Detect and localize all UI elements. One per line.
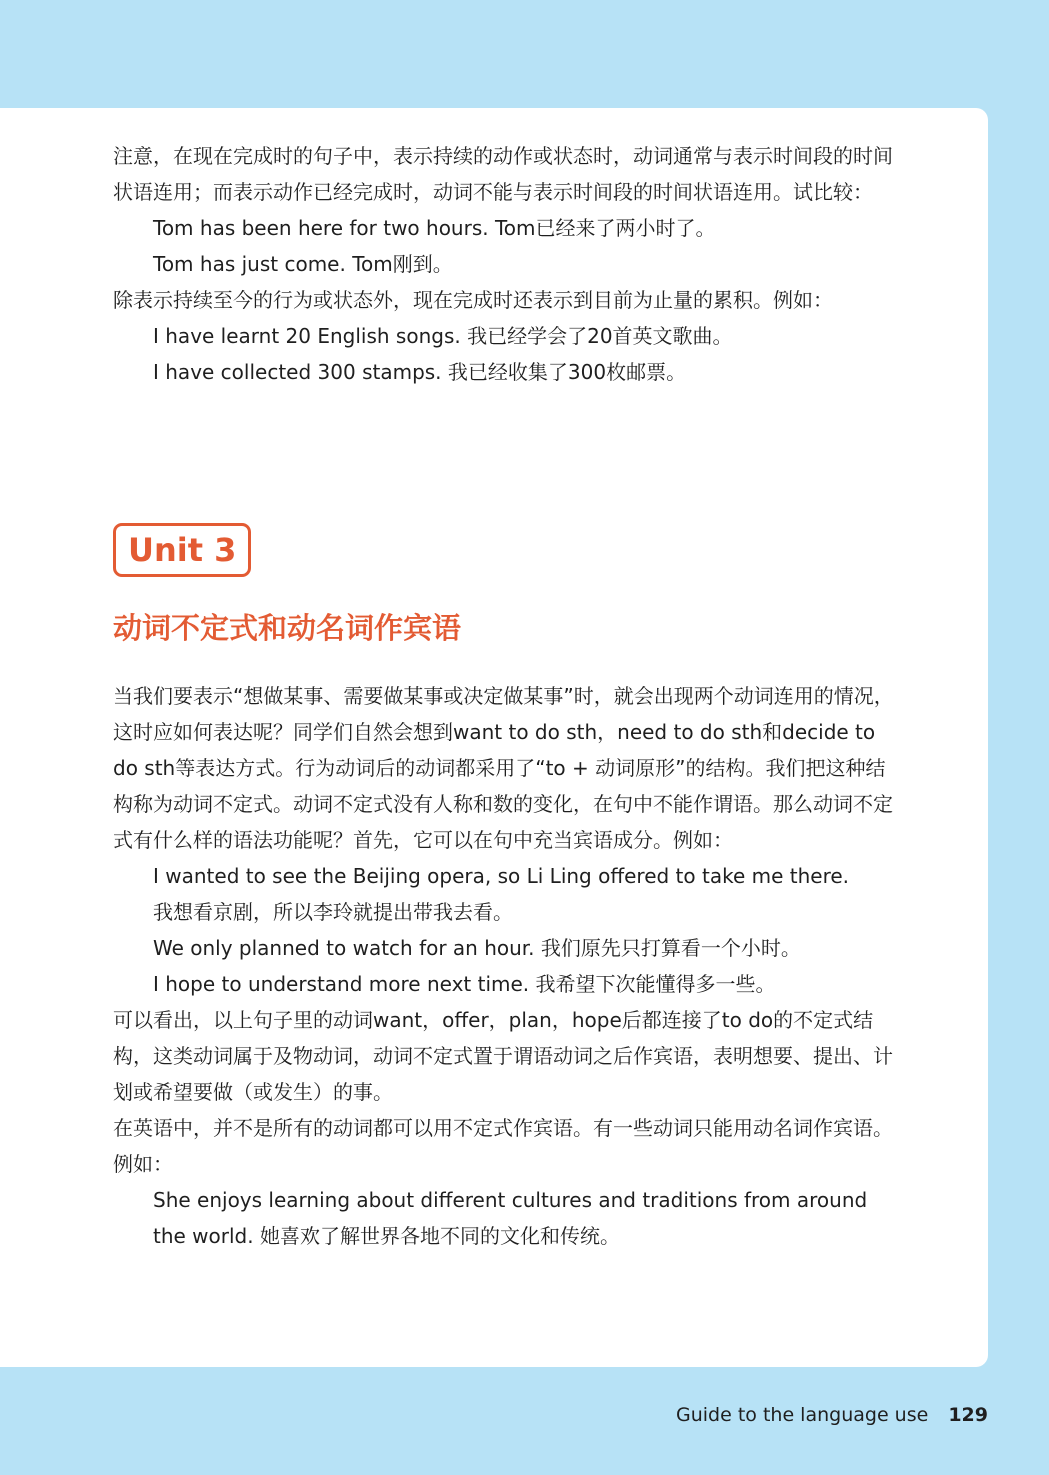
unit-text-block <box>113 678 903 1254</box>
example-sentence: I wanted to see the Beijing opera, so Li Ling offered to take me there. <box>153 864 850 888</box>
example-sentence: I hope to understand more next time. 我希望下次能懂得多一些。 <box>153 972 776 996</box>
page-footer <box>676 1400 988 1430</box>
paragraph-infinitive-intro: 当我们要表示“想做某事、需要做某事或决定做某事”时，就会出现两个动词连用的情况，这时应如何表达呢？同学们自然会想到want to do sth，need to do sth和decide to do sth等表达方式。行为动词后的动词都采用了“to + 动词原形”的结构。我们把这种结构称为动词不定式。动词不定式没有人称和数的变化，在句中不能作谓语。那么动词不定式有什么样的语法功能呢？首先，它可以在句中充当宾语成分。例如： <box>113 684 894 852</box>
example-sentence: Tom has just come. Tom刚到。 <box>153 252 453 276</box>
example-translation: 我想看京剧，所以李玲就提出带我去看。 <box>153 900 513 924</box>
unit-badge: Unit 3 <box>113 523 251 577</box>
paragraph-accumulation: 除表示持续至今的行为或状态外，现在完成时还表示到目前为止量的累积。例如： <box>113 288 833 312</box>
example-sentence: I have learnt 20 English songs. 我已经学会了20首英文歌曲。 <box>153 324 733 348</box>
example-sentence: We only planned to watch for an hour. 我们原先只打算看一个小时。 <box>153 936 801 960</box>
paragraph-transitive-verbs: 可以看出，以上句子里的动词want，offer，plan，hope后都连接了to do的不定式结构，这类动词属于及物动词，动词不定式置于谓语动词之后作宾语，表明想要、提出、计划或希望要做（或发生）的事。 <box>113 1008 893 1104</box>
top-text-block <box>113 138 903 390</box>
footer-guide-label: Guide to the language use <box>676 1404 929 1426</box>
example-sentence: Tom has been here for two hours. Tom已经来了两小时了。 <box>153 216 716 240</box>
example-sentence: I have collected 300 stamps. 我已经收集了300枚邮票。 <box>153 360 687 384</box>
paragraph-perfect-tense-note: 注意，在现在完成时的句子中，表示持续的动作或状态时，动词通常与表示时间段的时间状语连用；而表示动作已经完成时，动词不能与表示时间段的时间状语连用。试比较： <box>113 144 893 204</box>
paragraph-gerund-intro: 在英语中，并不是所有的动词都可以用不定式作宾语。有一些动词只能用动名词作宾语。例如： <box>113 1116 893 1176</box>
page-number: 129 <box>948 1404 988 1426</box>
section-title: 动词不定式和动名词作宾语 <box>113 611 462 645</box>
example-sentence: She enjoys learning about different cultures and traditions from around the world. 她喜欢了解世界各地不同的文化和传统。 <box>153 1188 868 1248</box>
